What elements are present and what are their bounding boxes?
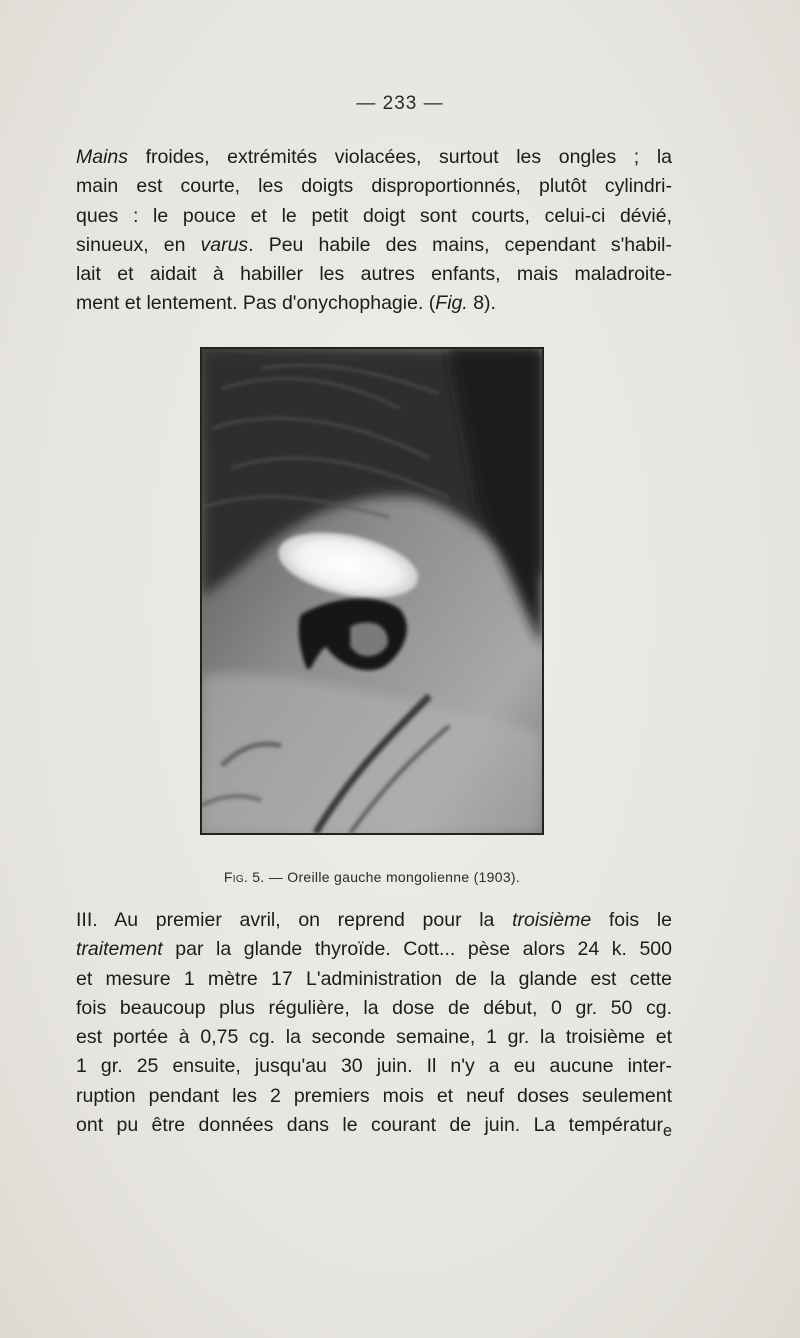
figure-caption <box>0 869 744 885</box>
text-span: fois le <box>591 909 673 931</box>
text-line <box>76 935 672 964</box>
italic-word: Fig. <box>435 292 468 315</box>
text-span: ont pu être données dans le courant de juin. La températur <box>76 1114 663 1137</box>
text-line: est portée à 0,75 cg. la seconde semaine, 1 gr. la troisième et <box>76 1026 672 1049</box>
subscript-letter: e <box>662 1121 672 1140</box>
ear-photo-illustration <box>202 349 542 833</box>
text-line: et mesure 1 mètre 17 L'administration de la glande est cette <box>76 967 672 990</box>
page-number: — 233 — <box>356 93 444 114</box>
text-span: . Peu habile des mains, cependant s'habil- <box>248 233 672 256</box>
paragraph-hands <box>76 143 672 319</box>
text-line: 1 gr. 25 ensuite, jusqu'au 30 juin. Il n'y a eu aucune inter- <box>76 1055 672 1078</box>
text-line <box>76 231 672 260</box>
text-line <box>76 289 672 318</box>
figure-label: Fig. 5. <box>223 869 265 885</box>
italic-word: troisième <box>512 909 592 931</box>
text-line: ques : le pouce et le petit doigt sont courts, celui-ci dévié, <box>76 204 672 227</box>
text-line: main est courte, les doigts disproportionnés, plutôt cylindri- <box>76 175 672 198</box>
text-span: par la glande thyroïde. Cott... pèse alors 24 k. 500 <box>162 938 672 961</box>
text-line <box>76 143 672 172</box>
ear-photograph <box>200 347 544 835</box>
text-line: ruption pendant les 2 premiers mois et neuf doses seulement <box>76 1084 672 1107</box>
text-span: 8). <box>467 292 496 315</box>
text-span: froides, extrémités violacées, surtout les ongles ; la <box>128 146 672 168</box>
figure-caption-text: — Oreille gauche mongolienne (1903). <box>264 869 521 885</box>
text-span: III. Au premier avril, on reprend pour la <box>76 909 513 931</box>
text-line: lait et aidait à habiller les autres enfants, mais maladroite- <box>76 263 672 286</box>
text-line <box>76 1111 672 1146</box>
italic-word: traitement <box>76 938 163 961</box>
text-line: fois beaucoup plus régulière, la dose de début, 0 gr. 50 cg. <box>76 996 672 1019</box>
text-line <box>76 906 672 935</box>
text-span: ment et lentement. Pas d'onychophagie. ( <box>76 292 436 315</box>
paragraph-treatment <box>76 906 672 1146</box>
italic-word: varus <box>200 233 249 256</box>
text-span: sinueux, en <box>76 233 201 256</box>
italic-word: Mains <box>76 146 129 168</box>
